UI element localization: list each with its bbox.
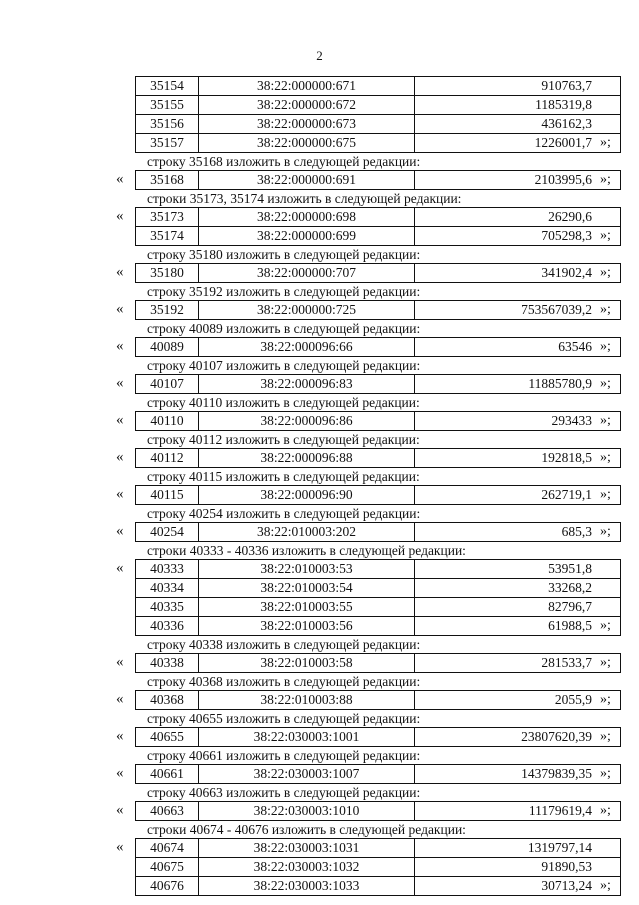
close-quote: »; <box>600 655 611 670</box>
amendment-instruction: строку 40112 изложить в следующей редакции: <box>147 432 420 447</box>
close-quote: »; <box>600 302 611 317</box>
cadastral-number-cell: 38:22:030003:1032 <box>199 858 415 877</box>
cadastral-number-cell: 38:22:030003:1010 <box>199 802 415 821</box>
close-quote: »; <box>600 228 611 243</box>
amendment-block <box>0 710 639 747</box>
amendment-instruction: строку 40655 изложить в следующей редакции: <box>147 711 421 726</box>
open-quote: « <box>116 264 124 280</box>
open-quote: « <box>116 728 124 744</box>
amendment-instruction: строки 35173, 35174 изложить в следующей редакции: <box>147 191 462 206</box>
open-quote: « <box>116 301 124 317</box>
value-cell: 705298,3 <box>415 227 621 246</box>
close-quote: »; <box>600 729 611 744</box>
table-row <box>136 598 621 617</box>
amendment-block <box>0 246 639 283</box>
amendment-block <box>0 283 639 320</box>
amendment-block <box>0 784 639 821</box>
close-quote: »; <box>600 618 611 633</box>
value-cell: 11885780,9 <box>415 375 621 394</box>
close-quote: »; <box>600 413 611 428</box>
value-cell: 53951,8 <box>415 560 621 579</box>
table-row <box>136 802 621 821</box>
amendment-block <box>0 505 639 542</box>
close-quote: »; <box>600 878 611 893</box>
cadastral-number-cell: 38:22:010003:55 <box>199 598 415 617</box>
value-cell: 14379839,35 <box>415 765 621 784</box>
data-table <box>135 559 621 636</box>
cadastral-number-cell: 38:22:030003:1033 <box>199 877 415 896</box>
close-quote: »; <box>600 487 611 502</box>
amendment-instruction: строку 40254 изложить в следующей редакции: <box>147 506 421 521</box>
cadastral-number-cell: 38:22:000096:83 <box>199 375 415 394</box>
row-number-cell: 40661 <box>136 765 199 784</box>
data-table <box>135 207 621 246</box>
amendment-block <box>0 431 639 468</box>
table-row <box>136 523 621 542</box>
data-table <box>135 764 621 784</box>
table-row <box>136 338 621 357</box>
close-quote: »; <box>600 376 611 391</box>
row-number-cell: 35155 <box>136 96 199 115</box>
close-quote: »; <box>600 803 611 818</box>
value-cell: 91890,53 <box>415 858 621 877</box>
value-cell: 753567039,2 <box>415 301 621 320</box>
cadastral-number-cell: 38:22:010003:202 <box>199 523 415 542</box>
open-quote: « <box>116 560 124 576</box>
open-quote: « <box>116 654 124 670</box>
table-row <box>136 560 621 579</box>
amendment-block <box>0 468 639 505</box>
cadastral-number-cell: 38:22:000096:88 <box>199 449 415 468</box>
open-quote: « <box>116 839 124 855</box>
amendment-block <box>0 673 639 710</box>
table-row <box>136 858 621 877</box>
data-table <box>135 653 621 673</box>
open-quote: « <box>116 765 124 781</box>
value-cell: 23807620,39 <box>415 728 621 747</box>
amendment-instruction: строку 40089 изложить в следующей редакции: <box>147 321 421 336</box>
amendment-block <box>0 320 639 357</box>
amendment-block <box>0 76 639 153</box>
value-cell: 26290,6 <box>415 208 621 227</box>
value-cell: 63546 <box>415 338 621 357</box>
amendment-instruction: строку 40110 изложить в следующей редакции: <box>147 395 420 410</box>
data-table <box>135 485 621 505</box>
row-number-cell: 40655 <box>136 728 199 747</box>
cadastral-number-cell: 38:22:000000:699 <box>199 227 415 246</box>
amendment-instruction: строку 40338 изложить в следующей редакции: <box>147 637 421 652</box>
row-number-cell: 40676 <box>136 877 199 896</box>
table-row <box>136 579 621 598</box>
open-quote: « <box>116 171 124 187</box>
amendment-block <box>0 747 639 784</box>
row-number-cell: 40336 <box>136 617 199 636</box>
value-cell: 192818,5 <box>415 449 621 468</box>
table-row <box>136 96 621 115</box>
value-cell: 293433 <box>415 412 621 431</box>
data-table <box>135 374 621 394</box>
cadastral-number-cell: 38:22:000000:691 <box>199 171 415 190</box>
close-quote: »; <box>600 450 611 465</box>
row-number-cell: 40663 <box>136 802 199 821</box>
amendment-block <box>0 190 639 246</box>
row-number-cell: 40112 <box>136 449 199 468</box>
close-quote: »; <box>600 172 611 187</box>
value-cell: 1226001,7 <box>415 134 621 153</box>
amendment-block <box>0 153 639 190</box>
row-number-cell: 40115 <box>136 486 199 505</box>
cadastral-number-cell: 38:22:010003:53 <box>199 560 415 579</box>
cadastral-number-cell: 38:22:000000:725 <box>199 301 415 320</box>
amendment-instruction: строку 35180 изложить в следующей редакции: <box>147 247 421 262</box>
data-table <box>135 337 621 357</box>
value-cell: 281533,7 <box>415 654 621 673</box>
close-quote: »; <box>600 692 611 707</box>
amendment-block <box>0 636 639 673</box>
value-cell: 910763,7 <box>415 77 621 96</box>
row-number-cell: 40110 <box>136 412 199 431</box>
row-number-cell: 40368 <box>136 691 199 710</box>
amendment-instruction: строку 40663 изложить в следующей редакции: <box>147 785 421 800</box>
data-table <box>135 690 621 710</box>
amendment-instruction: строки 40333 - 40336 изложить в следующей редакции: <box>147 543 466 558</box>
data-table <box>135 727 621 747</box>
row-number-cell: 35192 <box>136 301 199 320</box>
table-row <box>136 134 621 153</box>
cadastral-number-cell: 38:22:000096:66 <box>199 338 415 357</box>
data-table <box>135 838 621 896</box>
amendment-instruction: строку 40107 изложить в следующей редакции: <box>147 358 421 373</box>
row-number-cell: 35157 <box>136 134 199 153</box>
value-cell: 685,3 <box>415 523 621 542</box>
cadastral-number-cell: 38:22:000000:673 <box>199 115 415 134</box>
row-number-cell: 35168 <box>136 171 199 190</box>
table-row <box>136 77 621 96</box>
page-number: 2 <box>316 48 323 63</box>
value-cell: 436162,3 <box>415 115 621 134</box>
cadastral-number-cell: 38:22:010003:88 <box>199 691 415 710</box>
open-quote: « <box>116 486 124 502</box>
amendment-instruction: строки 40674 - 40676 изложить в следующей редакции: <box>147 822 466 837</box>
row-number-cell: 40334 <box>136 579 199 598</box>
close-quote: »; <box>600 135 611 150</box>
row-number-cell: 40335 <box>136 598 199 617</box>
table-row <box>136 449 621 468</box>
table-row <box>136 486 621 505</box>
data-table <box>135 411 621 431</box>
cadastral-number-cell: 38:22:000096:90 <box>199 486 415 505</box>
data-table <box>135 76 621 153</box>
value-cell: 11179619,4 <box>415 802 621 821</box>
row-number-cell: 40674 <box>136 839 199 858</box>
document-body <box>0 76 639 896</box>
row-number-cell: 35156 <box>136 115 199 134</box>
data-table <box>135 263 621 283</box>
cadastral-number-cell: 38:22:000000:671 <box>199 77 415 96</box>
amendment-instruction: строку 35168 изложить в следующей редакции: <box>147 154 421 169</box>
table-row <box>136 654 621 673</box>
data-table <box>135 170 621 190</box>
cadastral-number-cell: 38:22:000000:698 <box>199 208 415 227</box>
open-quote: « <box>116 412 124 428</box>
table-row <box>136 728 621 747</box>
table-row <box>136 412 621 431</box>
amendment-block <box>0 394 639 431</box>
close-quote: »; <box>600 265 611 280</box>
open-quote: « <box>116 523 124 539</box>
amendment-block <box>0 542 639 636</box>
row-number-cell: 40675 <box>136 858 199 877</box>
table-row <box>136 227 621 246</box>
cadastral-number-cell: 38:22:010003:54 <box>199 579 415 598</box>
table-row <box>136 765 621 784</box>
cadastral-number-cell: 38:22:010003:56 <box>199 617 415 636</box>
cadastral-number-cell: 38:22:030003:1031 <box>199 839 415 858</box>
data-table <box>135 300 621 320</box>
table-row <box>136 171 621 190</box>
row-number-cell: 40089 <box>136 338 199 357</box>
row-number-cell: 40254 <box>136 523 199 542</box>
value-cell: 33268,2 <box>415 579 621 598</box>
table-row <box>136 115 621 134</box>
data-table <box>135 448 621 468</box>
table-row <box>136 375 621 394</box>
cadastral-number-cell: 38:22:000000:675 <box>199 134 415 153</box>
amendment-block <box>0 821 639 896</box>
cadastral-number-cell: 38:22:000000:672 <box>199 96 415 115</box>
value-cell: 30713,24 <box>415 877 621 896</box>
close-quote: »; <box>600 524 611 539</box>
open-quote: « <box>116 208 124 224</box>
value-cell: 262719,1 <box>415 486 621 505</box>
cadastral-number-cell: 38:22:000000:707 <box>199 264 415 283</box>
row-number-cell: 40107 <box>136 375 199 394</box>
amendment-instruction: строку 35192 изложить в следующей редакции: <box>147 284 421 299</box>
data-table <box>135 801 621 821</box>
value-cell: 1185319,8 <box>415 96 621 115</box>
table-row <box>136 691 621 710</box>
cadastral-number-cell: 38:22:030003:1001 <box>199 728 415 747</box>
row-number-cell: 35173 <box>136 208 199 227</box>
close-quote: »; <box>600 339 611 354</box>
value-cell: 341902,4 <box>415 264 621 283</box>
open-quote: « <box>116 691 124 707</box>
row-number-cell: 35180 <box>136 264 199 283</box>
close-quote: »; <box>600 766 611 781</box>
value-cell: 2103995,6 <box>415 171 621 190</box>
row-number-cell: 40338 <box>136 654 199 673</box>
value-cell: 1319797,14 <box>415 839 621 858</box>
open-quote: « <box>116 338 124 354</box>
row-number-cell: 35154 <box>136 77 199 96</box>
cadastral-number-cell: 38:22:010003:58 <box>199 654 415 673</box>
open-quote: « <box>116 375 124 391</box>
table-row <box>136 208 621 227</box>
row-number-cell: 40333 <box>136 560 199 579</box>
table-row <box>136 617 621 636</box>
value-cell: 82796,7 <box>415 598 621 617</box>
table-row <box>136 264 621 283</box>
value-cell: 61988,5 <box>415 617 621 636</box>
table-row <box>136 877 621 896</box>
row-number-cell: 35174 <box>136 227 199 246</box>
amendment-instruction: строку 40661 изложить в следующей редакции: <box>147 748 421 763</box>
open-quote: « <box>116 449 124 465</box>
amendment-instruction: строку 40368 изложить в следующей редакции: <box>147 674 421 689</box>
data-table <box>135 522 621 542</box>
table-row <box>136 301 621 320</box>
open-quote: « <box>116 802 124 818</box>
amendment-instruction: строку 40115 изложить в следующей редакции: <box>147 469 420 484</box>
amendment-block <box>0 357 639 394</box>
cadastral-number-cell: 38:22:000096:86 <box>199 412 415 431</box>
value-cell: 2055,9 <box>415 691 621 710</box>
table-row <box>136 839 621 858</box>
cadastral-number-cell: 38:22:030003:1007 <box>199 765 415 784</box>
